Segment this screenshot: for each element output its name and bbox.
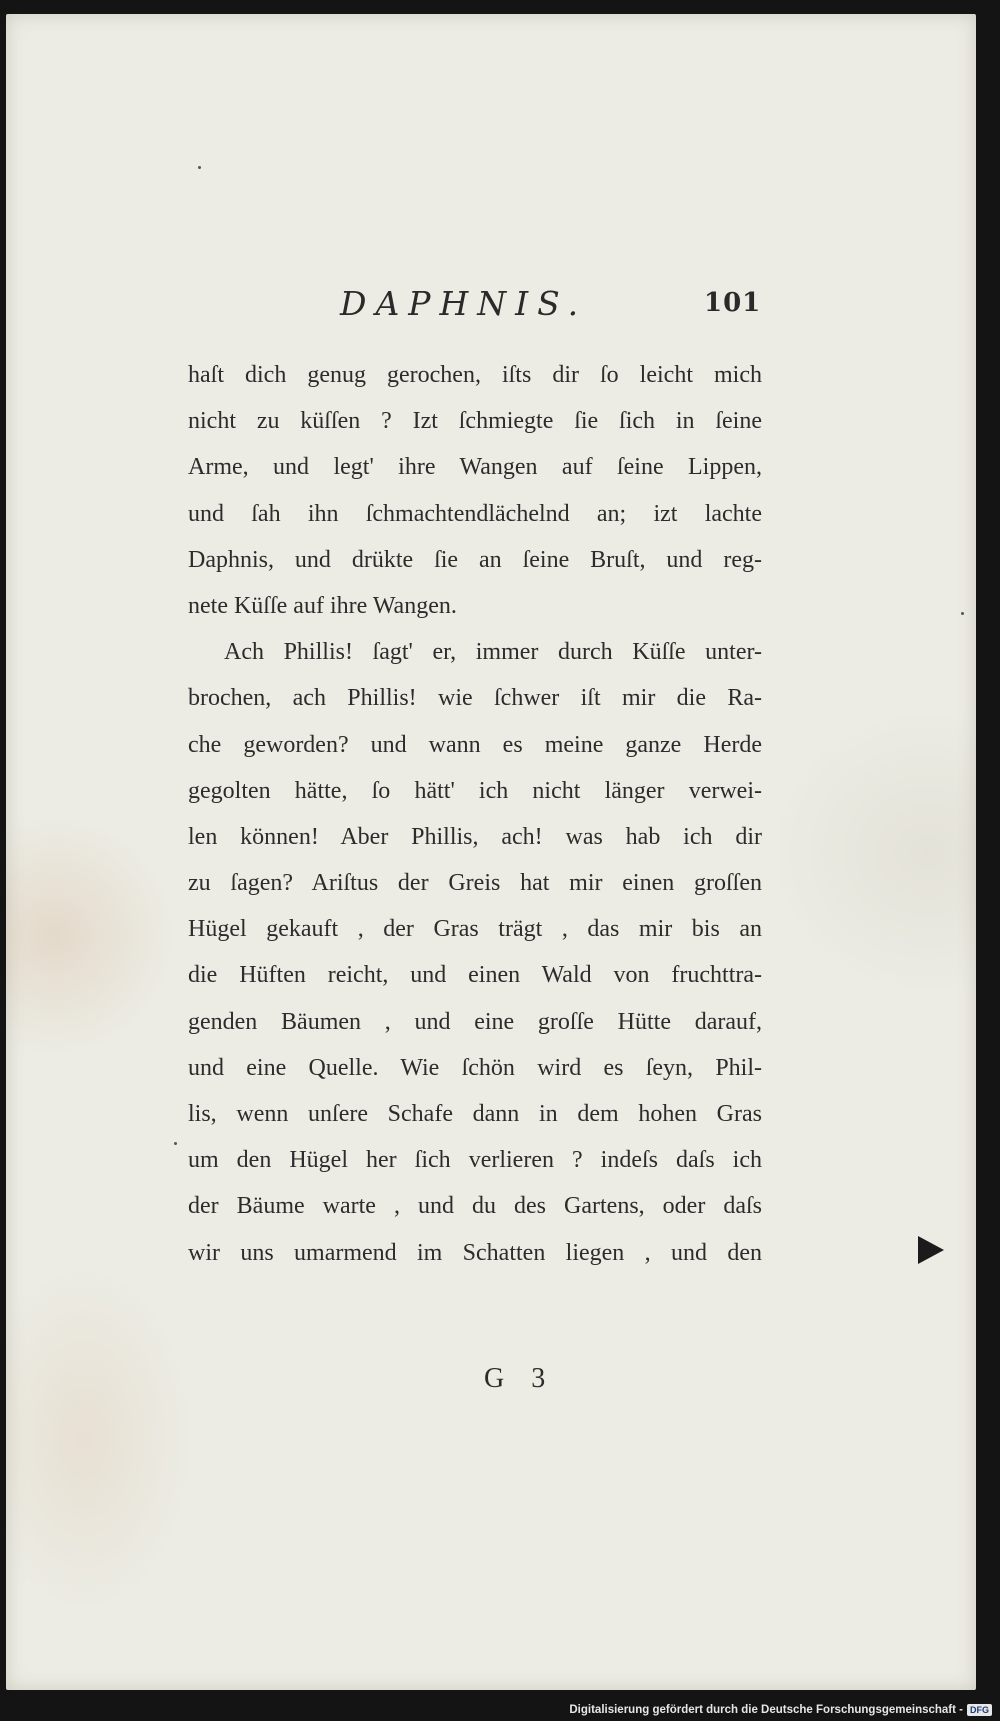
text-line: Hügel gekauft , der Gras trägt , das mir bis an [188,916,762,943]
speck-mark [961,612,964,615]
text-line: nete Küſſe auf ihre Wangen. [188,592,457,619]
text-line: len können! Aber Phillis, ach! was hab ich dir [188,823,762,850]
text-line: um den Hügel her ſich verlieren ? indeſs daſs ich [188,1147,762,1174]
text-line: lis, wenn unſere Schafe dann in dem hohen Gras [188,1101,762,1127]
book-page [6,14,976,1690]
text-line: nicht zu küſſen ? Izt ſchmiegte ſie ſich in ſeine [188,408,762,435]
text-line: brochen, ach Phillis! wie ſchwer iſt mir die Ra- [188,685,762,712]
digitization-credit [569,1702,992,1718]
text-line: und ſah ihn ſchmachtendlächelnd an; izt lachte [188,500,762,527]
body-text [188,352,762,1276]
text-line: und eine Quelle. Wie ſchön wird es ſeyn, Phil- [188,1054,762,1081]
bookmark-marker-icon [918,1236,944,1264]
text-line: der Bäume warte , und du des Gartens, oder daſs [188,1193,762,1220]
speck-mark [174,1142,177,1145]
text-line: die Hüften reicht, und einen Wald von fruchttra- [188,962,762,989]
speck-mark [198,166,201,169]
text-line: zu ſagen? Ariſtus der Greis hat mir einen groſſen [188,870,762,897]
text-line: haſt dich genug gerochen, iſts dir ſo leicht mich [188,362,762,388]
dfg-logo: DFG [967,1704,992,1716]
text-line: wir uns umarmend im Schatten liegen , und den [188,1239,762,1266]
page-header [6,272,976,332]
text-line: genden Bäumen , und eine groſſe Hütte darauf, [188,1008,762,1035]
running-title: DAPHNIS. [340,284,588,323]
text-line: che geworden? und wann es meine ganze Herde [188,731,762,758]
text-line: Ach Phillis! ſagt' er, immer durch Küſſe unter- [224,639,762,666]
text-line: Daphnis, und drükte ſie an ſeine Bruſt, und reg- [188,546,762,573]
text-line: Arme, und legt' ihre Wangen auf ſeine Lippen, [188,454,762,481]
credit-text: Digitalisierung gefördert durch die Deutsche Forschungsgemeinschaft - [569,1704,963,1716]
signature-mark: G 3 [484,1363,556,1394]
page-number: 101 [704,288,762,318]
text-line: gegolten hätte, ſo hätt' ich nicht länger verwei- [188,777,762,804]
